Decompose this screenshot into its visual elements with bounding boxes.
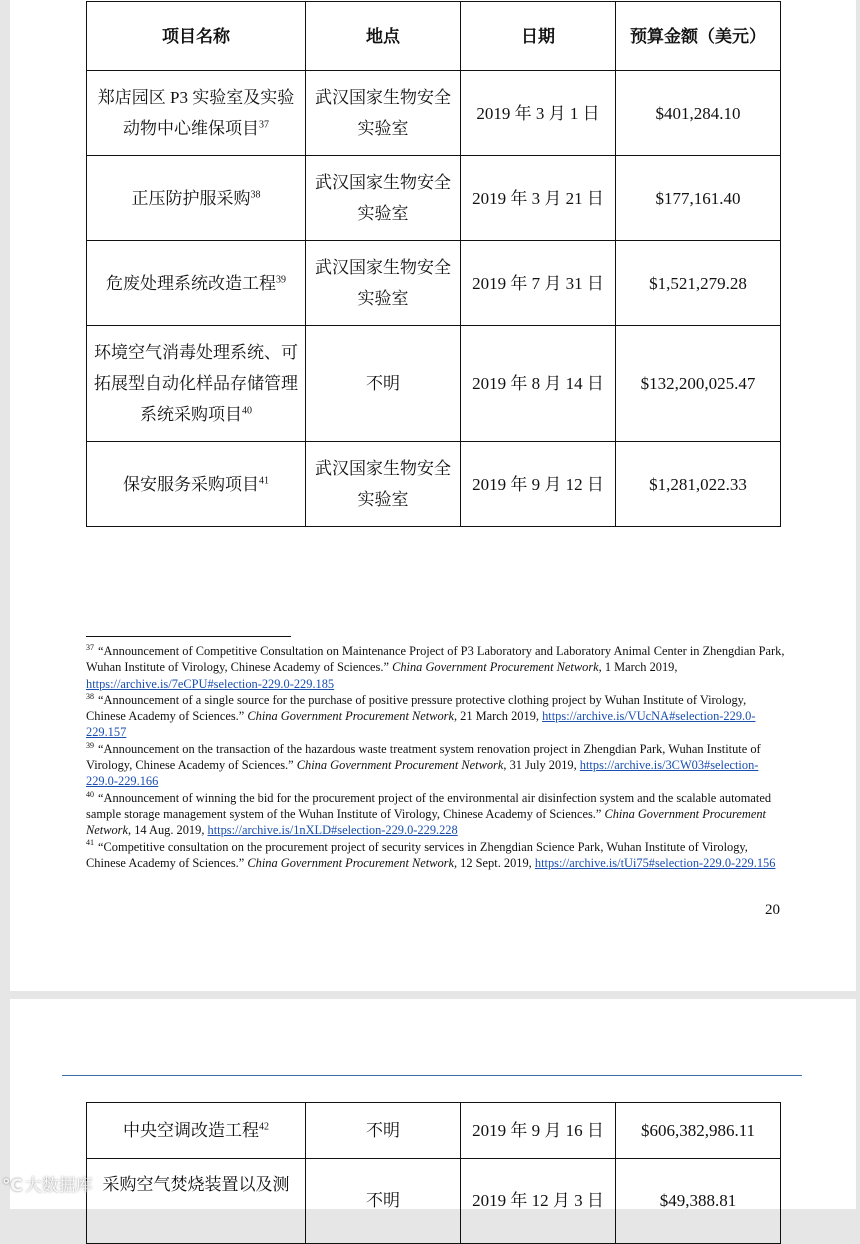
table-row — [87, 1159, 781, 1244]
cell-location: 武汉国家生物安全实验室 — [306, 442, 461, 527]
footnote-link[interactable]: https://archive.is/tUi75#selection-229.0-229.156 — [534, 855, 776, 870]
cell-location: 不明 — [306, 1159, 461, 1244]
cell-project-name: 保安服务采购项目$^{41}$ — [87, 442, 306, 527]
footnote-ref: 42 — [259, 1121, 269, 1133]
watermark-logo-icon: ℃ — [2, 1176, 23, 1196]
cell-amount: $1,521,279.28 — [616, 241, 781, 326]
table-row — [87, 241, 781, 326]
table-header-row — [87, 2, 781, 71]
cell-date: 2019 年 9 月 12 日 — [461, 442, 616, 527]
cell-amount: $401,284.10 — [616, 71, 781, 156]
procurement-table-continued — [86, 1102, 781, 1244]
cell-location: 武汉国家生物安全实验室 — [306, 156, 461, 241]
table-row — [87, 442, 781, 527]
footnote-ref: 39 — [276, 273, 286, 285]
footnote-ref: 37 — [259, 119, 269, 131]
footnote-41: $^{41}$ “Competitive consultation on the procurement project of security services in Zhengdian Science Park, Wuhan Institute of Virology, Chinese Academy of Sciences.” China Government Procurement Network, 12 Sept. 2019, https://archive.is/tUi75#selection-229.0-229.156 — [86, 838, 776, 870]
cell-date: 2019 年 9 月 16 日 — [461, 1103, 616, 1159]
cell-date: 2019 年 7 月 31 日 — [461, 241, 616, 326]
cell-date: 2019 年 3 月 21 日 — [461, 156, 616, 241]
cell-project-name: 危废处理系统改造工程$^{39}$ — [87, 241, 306, 326]
cell-project-name: 环境空气消毒处理系统、可拓展型自动化样品存储管理系统采购项目$^{40}$ — [87, 326, 306, 442]
document-page-2 — [10, 999, 856, 1209]
table-row — [87, 156, 781, 241]
cell-amount: $49,388.81 — [616, 1159, 781, 1244]
footnote-37: $^{37}$ “Announcement of Competitive Consultation on Maintenance Project of P3 Laboratory and Laboratory Animal Center in Zhengdian Park, Wuhan Institute of Virology, Chinese Academy of Sciences.” China Government Procurement Network, 1 March 2019, https://archive.is/7eCPU#selection-229.0-229.185 — [86, 642, 785, 691]
footnote-link[interactable]: https://archive.is/VUcNA#selection-229.0-229.157 — [86, 709, 756, 740]
cell-amount: $1,281,022.33 — [616, 442, 781, 527]
cell-location: 武汉国家生物安全实验室 — [306, 71, 461, 156]
header-location: 地点 — [306, 2, 461, 71]
cell-amount: $606,382,986.11 — [616, 1103, 781, 1159]
cell-project-name: 郑店园区 P3 实验室及实验动物中心维保项目$^{37}$ — [87, 71, 306, 156]
cell-location: 不明 — [306, 326, 461, 442]
table-row — [87, 1103, 781, 1159]
footnote-40: $^{40}$ “Announcement of winning the bid for the procurement project of the environmental air disinfection system and the scalable automated sample storage management system of the Wuhan Institute of Virology, Chinese Academy of Sciences.” China Government Procurement Network, 14 Aug. 2019, https://archive.is/1nXLD#selection-229.0-229.228 — [86, 789, 772, 838]
footnote-ref: 38 — [250, 188, 261, 200]
procurement-table — [86, 1, 781, 527]
cell-project-name: 采购空气焚烧装置以及测 — [87, 1159, 306, 1244]
header-rule — [62, 1075, 802, 1076]
page-number: 20 — [765, 902, 780, 918]
cell-project-name: 中央空调改造工程$^{42}$ — [87, 1103, 306, 1159]
footnote-ref: 41 — [259, 474, 269, 486]
cell-date: 2019 年 8 月 14 日 — [461, 326, 616, 442]
cell-location: 不明 — [306, 1103, 461, 1159]
cell-project-name: 正压防护服采购$^{38}$ — [87, 156, 306, 241]
cell-date: 2019 年 3 月 1 日 — [461, 71, 616, 156]
footnotes — [86, 643, 786, 871]
document-page-1 — [10, 0, 856, 991]
footnote-separator — [86, 636, 291, 637]
cell-amount: $132,200,025.47 — [616, 326, 781, 442]
footnote-38: $^{38}$ “Announcement of a single source for the purchase of positive pressure protective clothing project by Wuhan Institute of Virology, Chinese Academy of Sciences.” China Government Procurement Network, 21 March 2019, https://archive.is/VUcNA#selection-229.0-229.157 — [86, 691, 756, 740]
footnote-link[interactable]: https://archive.is/3CW03#selection-229.0-229.166 — [86, 758, 759, 789]
footnote-link[interactable]: https://archive.is/1nXLD#selection-229.0-229.228 — [207, 823, 458, 838]
header-project-name: 项目名称 — [87, 2, 306, 71]
footnote-ref: 40 — [242, 405, 252, 417]
footnote-link[interactable]: https://archive.is/7eCPU#selection-229.0-229.185 — [86, 676, 335, 691]
cell-amount: $177,161.40 — [616, 156, 781, 241]
header-date: 日期 — [461, 2, 616, 71]
footnote-39: $^{39}$ “Announcement on the transaction of the hazardous waste treatment system renovation project in Zhengdian Park, Wuhan Institute of Virology, Chinese Academy of Sciences.” China Government Procurement Network, 31 July 2019, https://archive.is/3CW03#selection-229.0-229.166 — [86, 740, 761, 789]
table-row — [87, 326, 781, 442]
header-budget: 预算金额（美元） — [616, 2, 781, 71]
watermark: ℃ 大数据库 — [2, 1176, 93, 1196]
table-row — [87, 71, 781, 156]
cell-location: 武汉国家生物安全实验室 — [306, 241, 461, 326]
cell-date: 2019 年 12 月 3 日 — [461, 1159, 616, 1244]
